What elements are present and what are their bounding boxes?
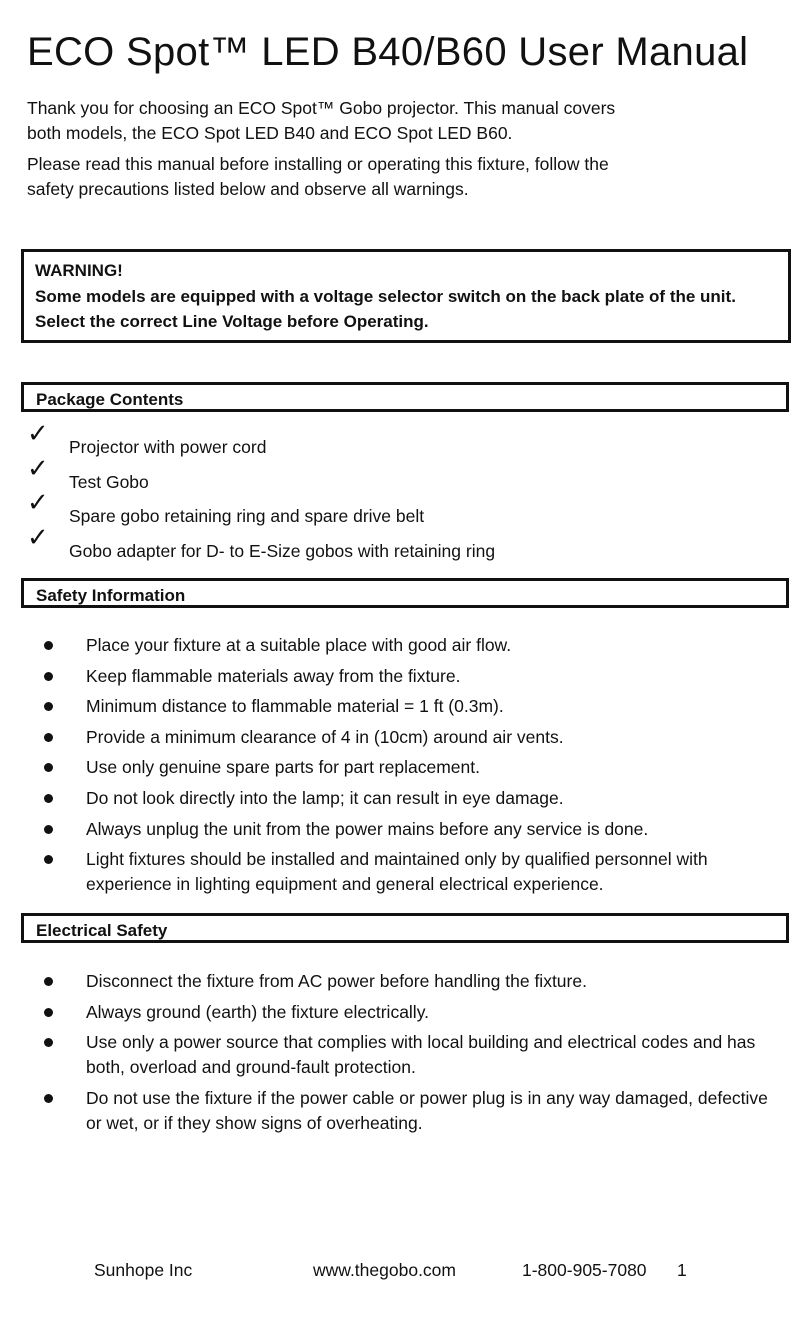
- bullet-icon: [44, 733, 53, 742]
- footer-website: www.thegobo.com: [313, 1260, 456, 1280]
- intro-paragraph-1: Thank you for choosing an ECO Spot™ Gobo projector. This manual covers both models, the ECO Spot LED B40 and ECO Spot LED B60.: [27, 98, 616, 143]
- list-item: Use only genuine spare parts for part replacement.: [40, 755, 780, 780]
- list-item: Place your fixture at a suitable place with good air flow.: [40, 633, 780, 658]
- bullet-icon: [44, 641, 53, 650]
- electrical-safety-header: Electrical Safety: [21, 913, 789, 943]
- bullet-icon: [44, 1008, 53, 1017]
- page-number: 1: [677, 1260, 687, 1280]
- warning-box: [21, 249, 791, 343]
- list-item: Minimum distance to flammable material = 1 ft (0.3m).: [40, 694, 780, 719]
- list-item: Keep flammable materials away from the fixture.: [40, 664, 780, 689]
- list-item: Use only a power source that complies with local building and electrical codes and has both, overload and ground-fault protection.: [40, 1030, 780, 1080]
- bullet-icon: [44, 1094, 53, 1103]
- safety-information-header: Safety Information: [21, 578, 789, 608]
- intro-paragraph-2: Please read this manual before installing or operating this fixture, follow the safety precautions listed below and observe all warnings.: [27, 154, 609, 199]
- list-item: Disconnect the fixture from AC power before handling the fixture.: [40, 969, 780, 994]
- electrical-safety-list: [40, 969, 780, 1141]
- checkmark-icon: ✓: [27, 453, 49, 484]
- list-item: Always ground (earth) the fixture electrically.: [40, 1000, 780, 1025]
- footer-company: Sunhope Inc: [94, 1260, 193, 1280]
- bullet-icon: [44, 977, 53, 986]
- checkmark-icon: ✓: [27, 488, 49, 518]
- warning-text: Some models are equipped with a voltage selector switch on the back plate of the unit. Select the correct Line Voltage before Operating.: [35, 286, 736, 331]
- safety-information-list: [40, 633, 780, 903]
- bullet-icon: [44, 794, 53, 803]
- list-item: Provide a minimum clearance of 4 in (10cm) around air vents.: [40, 725, 780, 750]
- checkmark-icon: ✓: [27, 522, 49, 553]
- list-item: Light fixtures should be installed and maintained only by qualified personnel with experience in lighting equipment and general electrical experience.: [40, 847, 780, 897]
- footer-phone: 1-800-905-7080: [522, 1260, 647, 1280]
- bullet-icon: [44, 672, 53, 681]
- bullet-icon: [44, 702, 53, 711]
- list-item: Always unplug the unit from the power mains before any service is done.: [40, 817, 780, 842]
- bullet-icon: [44, 825, 53, 834]
- bullet-icon: [44, 763, 53, 772]
- warning-heading: WARNING!: [35, 261, 123, 280]
- list-item: Do not look directly into the lamp; it can result in eye damage.: [40, 786, 780, 811]
- list-item: Do not use the fixture if the power cable or power plug is in any way damaged, defective or wet, or if they show signs of overheating.: [40, 1086, 780, 1136]
- bullet-icon: [44, 855, 53, 864]
- page-title: ECO Spot™ LED B40/B60 User Manual: [27, 30, 749, 74]
- checkmark-icon: ✓: [27, 419, 49, 449]
- bullet-icon: [44, 1038, 53, 1047]
- package-contents-header: Package Contents: [21, 382, 789, 412]
